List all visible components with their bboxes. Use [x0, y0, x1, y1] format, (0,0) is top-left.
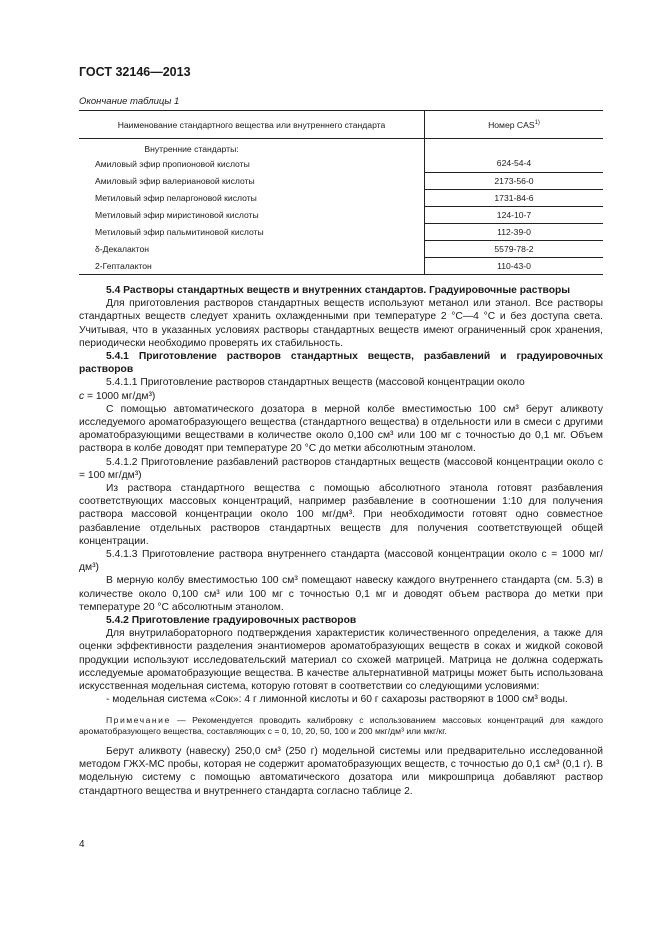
- paragraph: Для внутрилабораторного подтверждения характеристик количественного определения, а также для оценки эффективности разделения энантиомеров ароматобразующих веществ в соках и жидкой соковой продукции используют исследовательский материал со схожей матрицей. Матрица не должна содержать исследуемые ароматобразующие вещества. В качестве альтернативной матрицы может быть использована искусственная модельная система, которую готовят в соответствии со следующими условиями:: [79, 628, 603, 693]
- table-row: [79, 257, 603, 275]
- cas-number: 1731-84-6: [425, 189, 604, 206]
- table-caption: Окончание таблицы 1: [79, 96, 180, 107]
- section-heading-5-4-2: 5.4.2 Приготовление градуировочных растворов: [106, 615, 357, 627]
- subsection-title: 5.4.1.2 Приготовление разбавлений растворов стандартных веществ (массовой концентрации около c = 100 мг/дм³): [79, 456, 603, 481]
- substance-name: 2-Гепталактон: [79, 257, 425, 275]
- substance-name: Метиловый эфир пальмитиновой кислоты: [79, 223, 425, 240]
- subsection-title: 5.4.1.3 Приготовление раствора внутреннего стандарта (массовой концентрации около c = 1000 мг/дм³): [79, 549, 603, 574]
- column-header-name: Наименование стандартного вещества или внутреннего стандарта: [79, 111, 425, 139]
- table-row: [79, 155, 603, 172]
- table-row: [79, 172, 603, 189]
- document-header: ГОСТ 32146—2013: [79, 65, 191, 79]
- paragraph: Берут аликвоту (навеску) 250,0 см³ (250 г) модельной системы или предварительно исследованной методом ГЖХ-МС пробы, которая не содержит ароматобразующих веществ, с точностью до 0,1 см³ (0,1 г). В модельную систему с помощью автоматического дозатора или микрошприца добавляют раствор стандартного вещества и внутреннего стандарта согласно таблице 2.: [79, 745, 603, 797]
- substance-name: δ-Декалактон: [79, 240, 425, 257]
- footnote-mark: 1): [534, 119, 540, 126]
- cas-number: 124-10-7: [425, 206, 604, 223]
- column-header-cas: Номер CAS$^{1)}$: [425, 111, 604, 139]
- cas-table: [79, 110, 603, 275]
- paragraph: В мерную колбу вместимостью 100 см³ помещают навеску каждого внутреннего стандарта (см. 5.3) в количестве около 0,100 см³ или 100 мг с точностью 0,1 мг и доводят объем раствора до метки при температуре 20 °С абсолютным этанолом.: [79, 575, 603, 613]
- subsection-title: 5.4.1.1 Приготовление растворов стандартных веществ (массовой концентрации около c = 1000 мг/дм³): [79, 377, 525, 402]
- page-number: 4: [79, 839, 85, 850]
- section-heading-5-4-1: 5.4.1 Приготовление растворов стандартных веществ, разбавлений и градуировочных растворов: [79, 351, 603, 376]
- section-heading-5-4: 5.4 Растворы стандартных веществ и внутренних стандартов. Градуировочные растворы: [106, 285, 571, 296]
- substance-name: Метиловый эфир миристиновой кислоты: [79, 206, 425, 223]
- cas-number: 624-54-4: [425, 155, 604, 172]
- cas-number: 110-43-0: [425, 257, 604, 275]
- table-row: [79, 240, 603, 257]
- body-text: [79, 284, 603, 798]
- list-item: - модельная система «Сок»: 4 г лимонной кислоты и 60 г сахарозы растворяют в 1000 см³ воды.: [106, 694, 568, 706]
- substance-name: Амиловый эфир пропионовой кислоты: [79, 155, 425, 172]
- substance-name: Амиловый эфир валериановой кислоты: [79, 172, 425, 189]
- table-row: [79, 189, 603, 206]
- cas-number: 5579-78-2: [425, 240, 604, 257]
- note: Примечание — Рекомендуется проводить калибровку с использованием массовых концентраций для каждого ароматобразующего вещества, составляющих c = 0, 10, 20, 50, 100 и 200 мкг/дм³ или мкг/кг.: [79, 714, 603, 736]
- table-row: [79, 206, 603, 223]
- table-row: [79, 223, 603, 240]
- paragraph: С помощью автоматического дозатора в мерной колбе вместимостью 100 см³ берут аликвоту исследуемого ароматобразующего вещества (стандартного вещества) в отдельности или в смеси с другими ароматобразующими веществами в количестве около 0,100 см³ или 100 мг с точностью до 0,1 мг. Объем раствора в колбе доводят при температуре 20 °С до метки абсолютным этанолом.: [79, 403, 603, 455]
- paragraph: Для приготовления растворов стандартных веществ используют метанол или этанол. Все растворы стандартных веществ следует хранить охлажденными при температуре 2 °С—4 °С и без доступа света. Учитывая, что в указанных условиях растворы стандартных веществ имеют ограниченный срок хранения, периодически необходимо проверять их стабильность.: [79, 298, 603, 349]
- cas-number: 112-39-0: [425, 223, 604, 240]
- paragraph: Из раствора стандартного вещества с помощью абсолютного этанола готовят разбавления соответствующих массовых концентраций, например разбавление в соотношении 1:10 для получения раствора массовой концентрации около 100 мг/дм³. При необходимости готовят одно совместное разбавление отдельных растворов стандартных веществ для получения соответствующей общей концентрации.: [79, 483, 603, 547]
- table-group-label: Внутренние стандарты:: [79, 139, 425, 156]
- cas-number: 2173-56-0: [425, 172, 604, 189]
- substance-name: Метиловый эфир пеларгоновой кислоты: [79, 189, 425, 206]
